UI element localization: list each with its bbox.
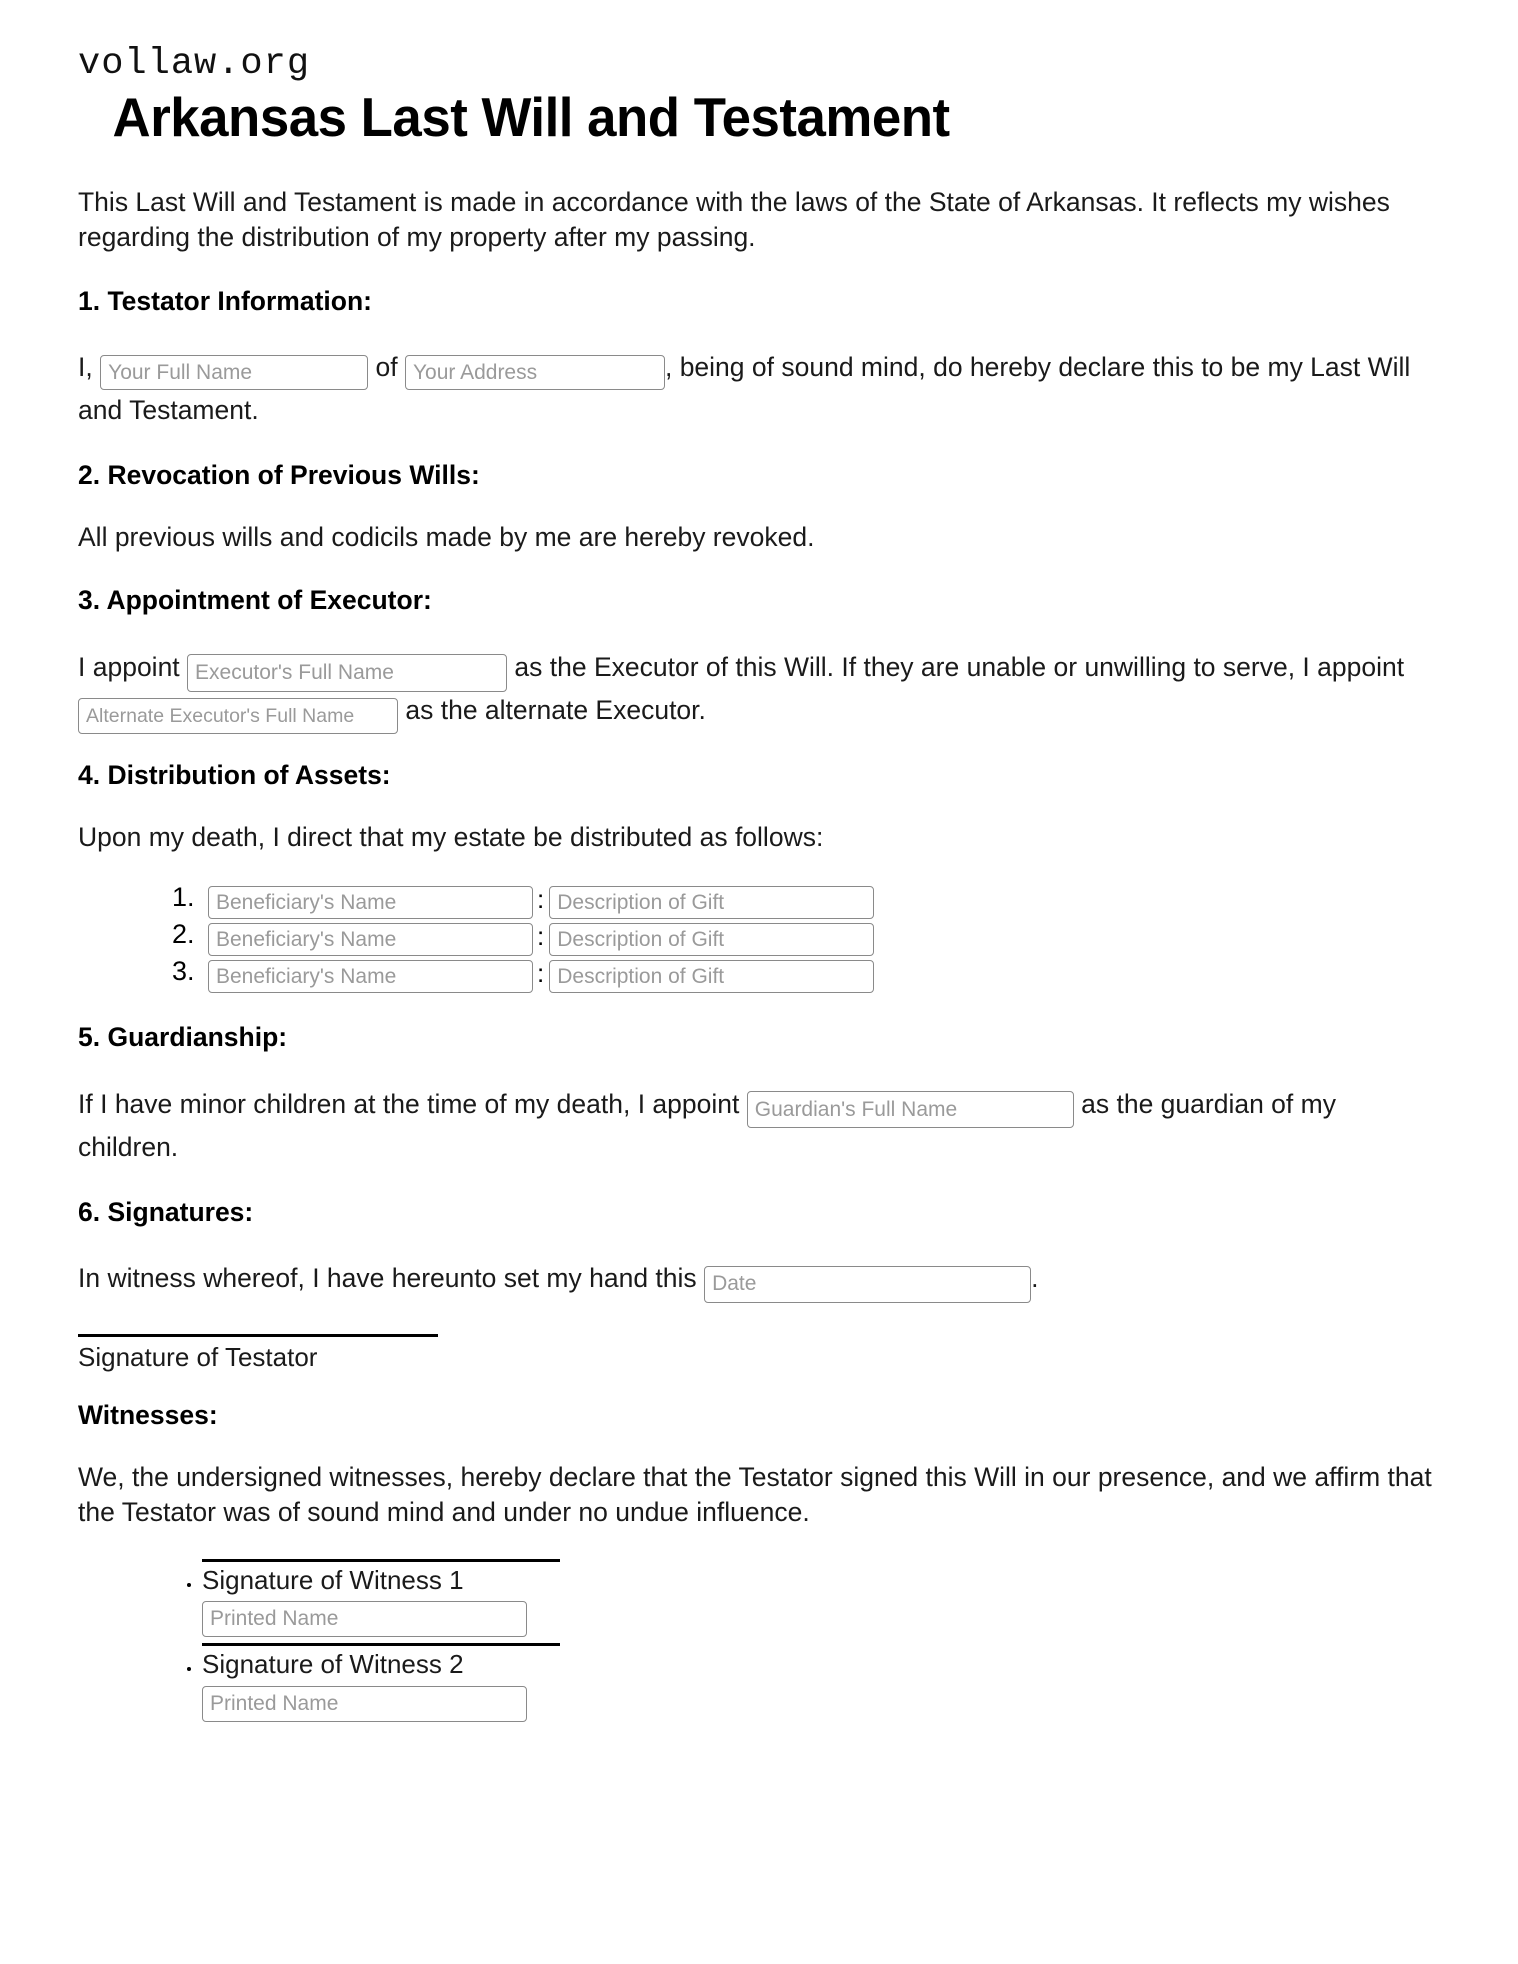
list-item (202, 1559, 1440, 1638)
guardian-name-input[interactable] (747, 1091, 1074, 1128)
list-item (202, 883, 1440, 916)
guardianship-paragraph (78, 1083, 1440, 1169)
section-heading-executor: 3. Appointment of Executor: (78, 585, 432, 616)
testator-signature-line (78, 1334, 438, 1337)
executor-name-input[interactable] (187, 654, 507, 692)
asset-separator-3: : (537, 957, 545, 988)
witness-2-caption: • Signature of Witness 2 (202, 1649, 464, 1680)
signatures-tail-text: . (1031, 1263, 1039, 1294)
executor-middle-text: as the Executor of this Will. If they are unable or unwilling to serve, I appoint (514, 651, 1405, 682)
site-brand: vollaw.org (78, 43, 311, 85)
alternate-executor-name-input[interactable] (78, 698, 398, 734)
asset-distribution-list (78, 883, 1440, 990)
gift-description-input-2[interactable] (549, 923, 874, 956)
address-input[interactable] (405, 355, 665, 390)
asset-separator-1: : (537, 883, 545, 914)
section-heading-revocation: 2. Revocation of Previous Wills: (78, 459, 480, 490)
witness-2-printed-name-input[interactable] (202, 1686, 527, 1722)
testator-lead-text: I, (78, 351, 93, 382)
asset-separator-2: : (537, 920, 545, 951)
list-item (202, 920, 1440, 953)
witness-2-signature-line (202, 1643, 560, 1646)
section-heading-testator: 1. Testator Information: (78, 285, 372, 316)
witness-1-caption: • Signature of Witness 1 (202, 1564, 464, 1595)
section-heading-guardianship: 5. Guardianship: (78, 1022, 288, 1053)
guardianship-lead-text: If I have minor children at the time of my death, I appoint (78, 1088, 740, 1119)
executor-lead-text: I appoint (78, 651, 180, 682)
testator-paragraph (78, 346, 1440, 432)
section-heading-distribution: 4. Distribution of Assets: (78, 759, 391, 790)
intro-paragraph: This Last Will and Testament is made in accordance with the laws of the State of Arkansas. It reflects my wishes regarding the distribution of my property after my passing. (78, 187, 1390, 253)
guardianship-tail-text: as the guardian of my children. (78, 1088, 1336, 1162)
executor-tail-text: as the alternate Executor. (405, 694, 706, 725)
gift-description-input-1[interactable] (549, 886, 874, 919)
witness-signature-list (78, 1559, 1440, 1722)
revocation-paragraph: All previous wills and codicils made by me are hereby revoked. (78, 522, 815, 553)
full-name-input[interactable] (100, 355, 368, 390)
spacer (78, 1374, 1440, 1398)
signatures-paragraph (78, 1257, 1440, 1300)
section-heading-signatures: 6. Signatures: (78, 1196, 254, 1227)
section-heading-witnesses: Witnesses: (78, 1399, 218, 1430)
signatures-lead-text: In witness whereof, I have hereunto set my hand this (78, 1263, 697, 1294)
witnesses-paragraph: We, the undersigned witnesses, hereby declare that the Testator signed this Will in our presence, and we affirm that the Testator was of sound mind and under no undue influence. (78, 1462, 1432, 1528)
page-title: Arkansas Last Will and Testament (112, 86, 950, 149)
list-item (202, 957, 1440, 990)
testator-tail-text: , being of sound mind, do hereby declare this to be my Last Will and Testament. (78, 351, 1411, 425)
distribution-intro: Upon my death, I direct that my estate be distributed as follows: (78, 822, 824, 853)
testator-signature-block (78, 1334, 1440, 1374)
beneficiary-name-input-2[interactable] (208, 923, 533, 956)
beneficiary-name-input-3[interactable] (208, 960, 533, 993)
date-input[interactable] (704, 1266, 1031, 1303)
executor-paragraph (78, 646, 1440, 732)
testator-middle-text: of (375, 351, 398, 382)
list-item (202, 1643, 1440, 1722)
witness-1-signature-line (202, 1559, 560, 1562)
gift-description-input-3[interactable] (549, 960, 874, 993)
witness-1-printed-name-input[interactable] (202, 1601, 527, 1637)
beneficiary-name-input-1[interactable] (208, 886, 533, 919)
testator-signature-caption: Signature of Testator (78, 1342, 318, 1373)
